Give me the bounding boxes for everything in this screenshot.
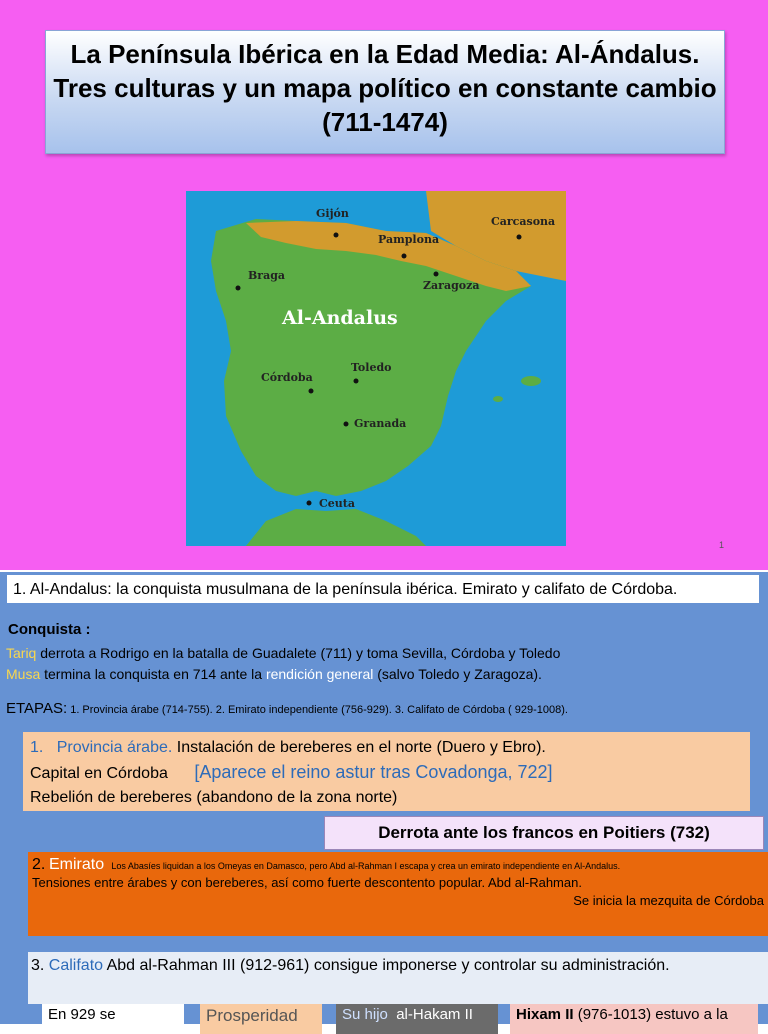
box1-text: Instalación de bereberes en el norte (Duero y Ebro). — [172, 739, 546, 756]
etapas-label: ETAPAS: — [6, 700, 68, 717]
tariq-line — [6, 645, 560, 661]
califato-sub-1: En 929 se — [42, 1004, 184, 1034]
map-label-toledo: Toledo — [351, 361, 392, 374]
page-number: 1 — [719, 540, 725, 550]
sub3-a: Su hijo — [342, 1006, 388, 1023]
title-line-2: Tres culturas y un mapa político en constante cambio — [53, 73, 717, 103]
etapas-line — [6, 700, 568, 717]
musa-highlight: rendición general — [265, 666, 374, 682]
provincia-arabe-box — [23, 732, 750, 811]
map-label-gijon: Gijón — [316, 207, 349, 220]
conquista-title: Conquista : — [8, 621, 91, 638]
califato-box — [28, 952, 768, 1004]
box1-bracket: [Aparece el reino astur tras Covadonga, 722] — [194, 762, 553, 782]
tariq-name: Tariq — [6, 645, 37, 661]
sub3-b: al-Hakam II — [396, 1006, 473, 1023]
map-label-ceuta: Ceuta — [319, 497, 355, 510]
box3-num: 3. — [31, 957, 45, 974]
musa-end: (salvo Toledo y Zaragoza). — [373, 666, 542, 682]
map-label-pamplona: Pamplona — [378, 233, 440, 246]
musa-text: termina la conquista en 714 ante la — [40, 666, 266, 682]
map-label-granada: Granada — [354, 417, 407, 430]
title-line-3: (711-1474) — [322, 107, 448, 137]
map-label-braga: Braga — [248, 269, 286, 282]
tariq-text: derrota a Rodrigo en la batalla de Guadalete (711) y toma Sevilla, Córdoba y Toledo — [36, 645, 561, 661]
box3-text: Abd al-Rahman III (912-961) consigue imponerse y controlar su administración. — [103, 957, 670, 974]
musa-name: Musa — [6, 666, 41, 682]
map-ibiza — [493, 396, 503, 402]
al-andalus-map — [186, 191, 566, 546]
box2-tensiones: Tensiones entre árabes y con bereberes, así como fuerte descontento popular. Abd al-Rahman. — [32, 875, 582, 890]
map-label-zaragoza: Zaragoza — [423, 279, 480, 292]
califato-sub-2: Prosperidad — [200, 1004, 322, 1034]
califato-sub-4 — [510, 1004, 758, 1034]
map-mallorca — [521, 376, 541, 386]
box1-num: 1. — [30, 739, 44, 756]
title-line-1: La Península Ibérica en la Edad Media: Al-Ándalus. — [70, 39, 700, 69]
musa-line — [6, 666, 542, 682]
map-label-al-andalus: Al-Andalus — [282, 307, 398, 329]
box1-rebelion: Rebelión de bereberes (abandono de la zona norte) — [30, 789, 398, 806]
sub4-b: (976-1013) estuvo a la — [573, 1006, 728, 1023]
sub4-a: Hixam II — [516, 1006, 574, 1023]
map-label-cordoba: Córdoba — [261, 371, 313, 384]
emirato-box — [28, 852, 768, 936]
box1-line1 — [30, 736, 743, 760]
califato-sub-3 — [336, 1004, 498, 1034]
slide-2-heading: 1. Al-Andalus: la conquista musulmana de la península ibérica. Emirato y califato de Córdoba. — [7, 575, 759, 603]
box2-line1 — [32, 856, 764, 874]
slide-title — [45, 30, 725, 154]
box2-small-text: Los Abasíes liquidan a los Omeyas en Damasco, pero Abd al-Rahman I escapa y crea un emirato independiente en Al-Andalus. — [111, 861, 621, 871]
poitiers-box: Derrota ante los francos en Poitiers (732) — [324, 816, 764, 850]
box1-line2 — [30, 760, 743, 786]
box3-label: Califato — [48, 957, 104, 974]
box2-mezquita: Se inicia la mezquita de Córdoba — [573, 893, 764, 908]
box2-label: Emirato — [48, 856, 105, 873]
box2-num: 2. — [32, 856, 46, 873]
slide-2 — [0, 572, 768, 1024]
etapas-text: 1. Provincia árabe (714-755). 2. Emirato independiente (756-929). 3. Califato de Córdoba ( 929-1008). — [67, 704, 568, 716]
box1-label: Provincia árabe. — [56, 739, 173, 756]
box1-capital: Capital en Córdoba — [30, 765, 168, 782]
map-label-carcasona: Carcasona — [491, 215, 556, 228]
